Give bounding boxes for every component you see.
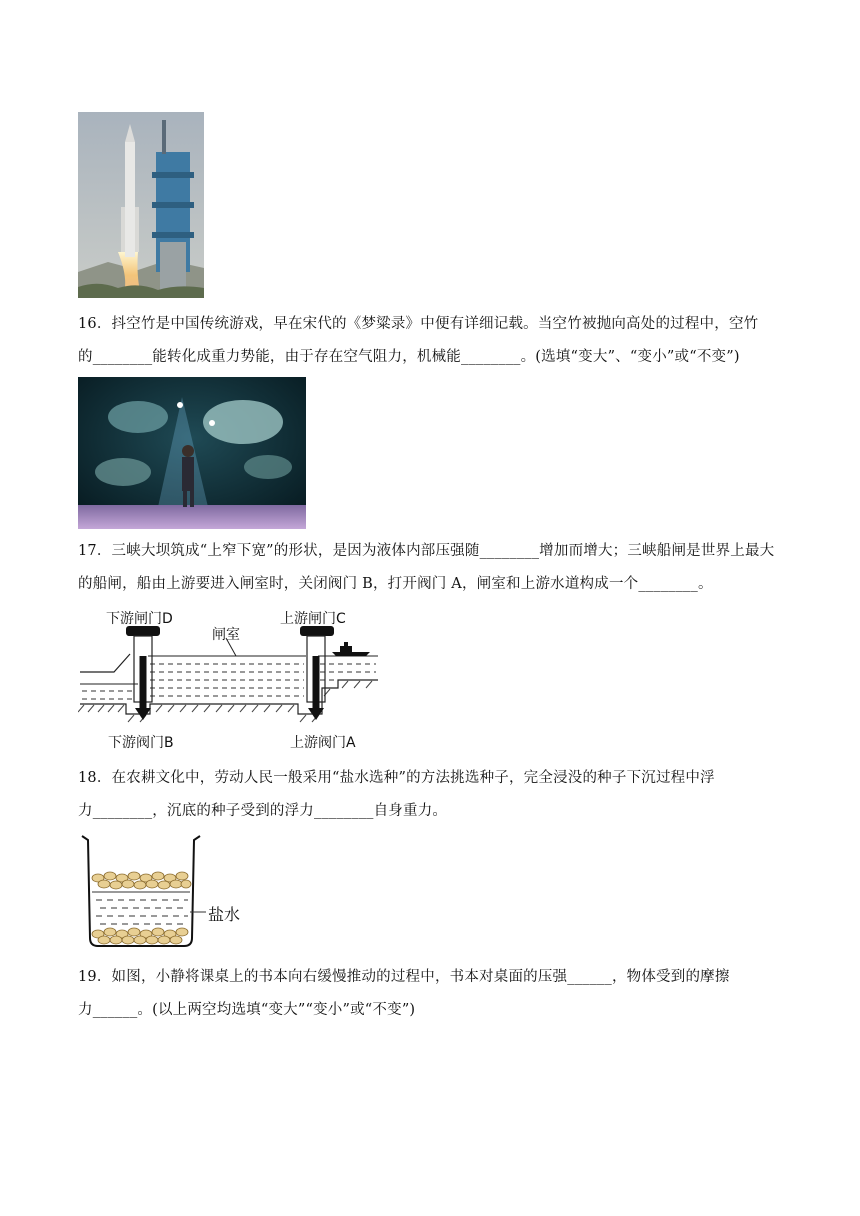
q17-line2: 的船闸，船由上游要进入闸室时，关闭阀门 B，打开阀门 A，闸室和上游水道构成一个________。 (78, 576, 713, 592)
label-valve-b: 下游阀门B (108, 735, 174, 751)
label-valve-a: 上游阀门A (290, 735, 356, 751)
q19-line2: 力______。(以上两空均选填“变大”“变小”或“不变”) (78, 1002, 416, 1018)
ship-lock-diagram (78, 604, 383, 754)
diabolo-performance-photo (78, 377, 306, 529)
label-chamber: 闸室 (212, 627, 240, 643)
label-salt-water: 盐水 (208, 905, 241, 924)
q16-line2: 的________能转化成重力势能，由于存在空气阻力，机械能________。(选填“变大”、“变小”或“不变”) (78, 349, 740, 365)
q19-line1: 19．如图，小静将课桌上的书本向右缓慢推动的过程中，书本对桌面的压强______，物体受到的摩擦 (78, 969, 730, 985)
q18-line2: 力________，沉底的种子受到的浮力________自身重力。 (78, 803, 448, 819)
q16-line1: 16．抖空竹是中国传统游戏，早在宋代的《梦粱录》中便有详细记载。当空竹被抛向高处的过程中，空竹 (78, 316, 759, 332)
label-gate-d: 下游闸门D (106, 611, 173, 627)
rocket-launch-photo (78, 112, 204, 298)
beaker-diagram (78, 832, 258, 952)
q18-line1: 18．在农耕文化中，劳动人民一般采用“盐水选种”的方法挑选种子，完全浸没的种子下沉过程中浮 (78, 770, 715, 786)
label-gate-c: 上游闸门C (280, 611, 346, 627)
q17-line1: 17．三峡大坝筑成“上窄下宽”的形状，是因为液体内部压强随________增加而增大；三峡船闸是世界上最大 (78, 543, 775, 559)
